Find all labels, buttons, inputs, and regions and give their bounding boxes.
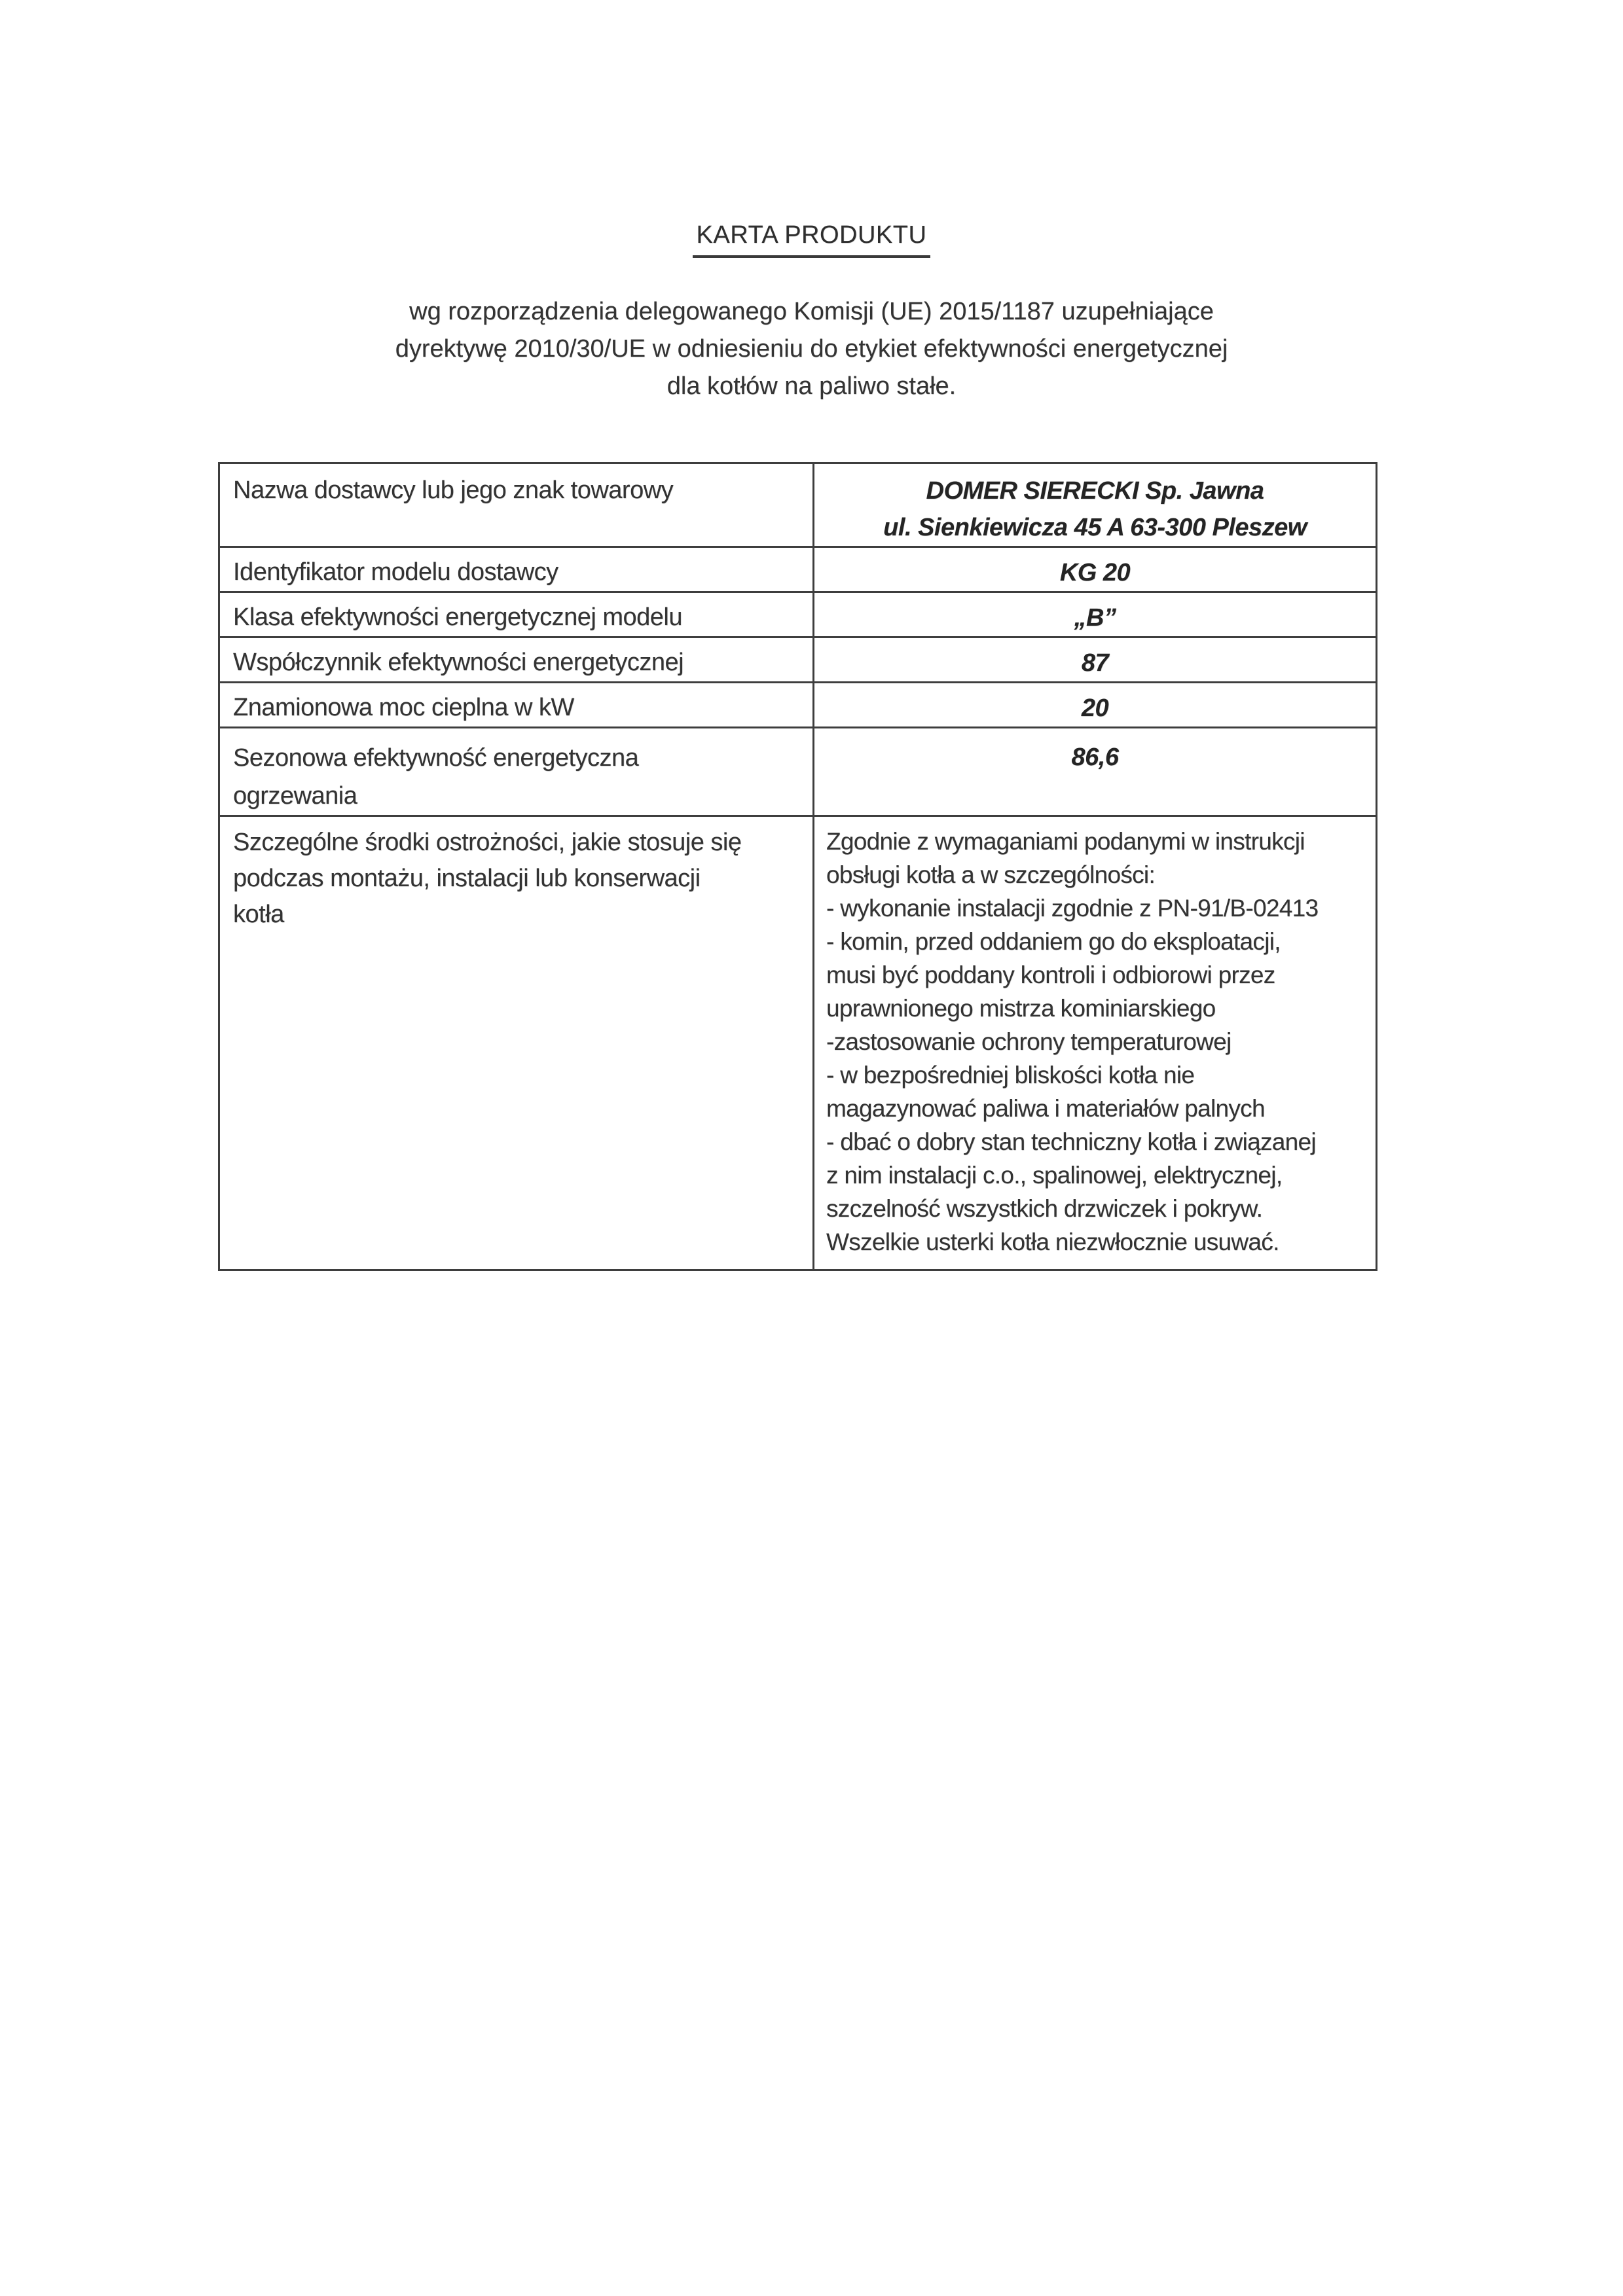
page-title-text: KARTA PRODUKTU: [693, 221, 931, 258]
row-value: KG 20: [814, 547, 1377, 592]
row-label: Identyfikator modelu dostawcy: [219, 547, 814, 592]
page-title: [0, 221, 1623, 258]
precaution-line: Zgodnie z wymaganiami podanymi w instrukcji: [826, 828, 1305, 855]
product-table: [218, 462, 1377, 1271]
table-row-efficiency-index: [219, 637, 1377, 683]
precaution-line: obsługi kotła a w szczególności:: [826, 861, 1156, 888]
subtitle-line: wg rozporządzenia delegowanego Komisji (UE) 2015/1187 uzupełniające: [409, 298, 1214, 325]
precaution-line: - wykonanie instalacji zgodnie z PN-91/B-02413: [826, 895, 1319, 922]
precaution-line: szczelność wszystkich drzwiczek i pokryw.: [826, 1195, 1263, 1222]
table-row-rated-power: [219, 683, 1377, 728]
precaution-line: -zastosowanie ochrony temperaturowej: [826, 1028, 1231, 1055]
table-row-seasonal-efficiency: [219, 728, 1377, 816]
row-label: Klasa efektywności energetycznej modelu: [219, 592, 814, 637]
subtitle-line: dla kotłów na paliwo stałe.: [666, 372, 957, 400]
row-label: Współczynnik efektywności energetycznej: [219, 637, 814, 683]
row-label: Nazwa dostawcy lub jego znak towarowy: [219, 463, 814, 547]
precaution-line: uprawnionego mistrza kominiarskiego: [826, 995, 1216, 1022]
row-value: [814, 463, 1377, 547]
table-row-energy-class: [219, 592, 1377, 637]
table-row-model-id: [219, 547, 1377, 592]
precaution-line: - komin, przed oddaniem go do eksploatacji,: [826, 928, 1281, 955]
table-row-supplier: [219, 463, 1377, 547]
table-row-precautions: [219, 816, 1377, 1270]
label-line: Sezonowa efektywność energetyczna: [233, 744, 639, 772]
value-line: ul. Sienkiewicza 45 A 63-300 Pleszew: [883, 514, 1307, 541]
precaution-line: musi być poddany kontroli i odbiorowi przez: [826, 961, 1275, 988]
precautions-text: [814, 816, 1377, 1270]
precaution-line: - w bezpośredniej bliskości kotła nie: [826, 1062, 1195, 1088]
row-label: [219, 728, 814, 816]
row-label: Znamionowa moc cieplna w kW: [219, 683, 814, 728]
row-value: 87: [814, 637, 1377, 683]
row-value: 86,6: [814, 728, 1377, 816]
precaution-line: z nim instalacji c.o., spalinowej, elektrycznej,: [826, 1162, 1283, 1189]
precaution-line: Wszelkie usterki kotła niezwłocznie usuwać.: [826, 1229, 1279, 1255]
row-label: [219, 816, 814, 1270]
row-value: „B”: [814, 592, 1377, 637]
page-subtitle: [0, 293, 1623, 405]
precaution-line: magazynować paliwa i materiałów palnych: [826, 1095, 1265, 1122]
value-line: DOMER SIERECKI Sp. Jawna: [926, 477, 1264, 505]
label-line: kotła: [233, 901, 284, 928]
subtitle-line: dyrektywę 2010/30/UE w odniesieniu do etykiet efektywności energetycznej: [395, 335, 1228, 363]
label-line: podczas montażu, instalacji lub konserwacji: [233, 865, 701, 892]
label-line: ogrzewania: [233, 782, 357, 810]
label-line: Szczególne środki ostrożności, jakie stosuje się: [233, 829, 742, 856]
precaution-line: - dbać o dobry stan techniczny kotła i związanej: [826, 1128, 1316, 1155]
row-value: 20: [814, 683, 1377, 728]
